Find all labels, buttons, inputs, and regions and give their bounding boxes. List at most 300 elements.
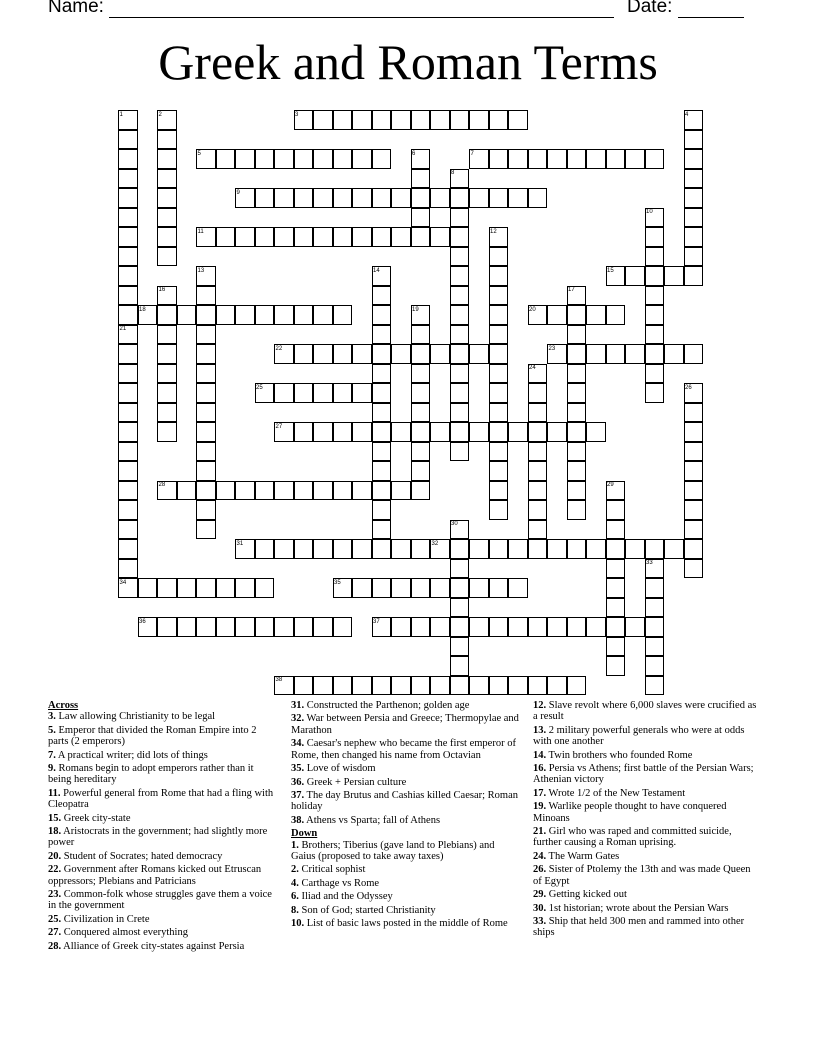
grid-cell[interactable] xyxy=(430,188,450,208)
grid-cell[interactable] xyxy=(391,676,411,696)
grid-cell[interactable] xyxy=(606,149,626,169)
grid-cell[interactable] xyxy=(567,422,587,442)
grid-cell[interactable] xyxy=(684,422,704,442)
grid-cell[interactable] xyxy=(196,422,216,442)
grid-cell[interactable] xyxy=(157,149,177,169)
grid-cell[interactable] xyxy=(196,325,216,345)
grid-cell[interactable] xyxy=(391,188,411,208)
grid-cell[interactable] xyxy=(489,461,509,481)
grid-cell[interactable] xyxy=(196,344,216,364)
grid-cell[interactable] xyxy=(333,539,353,559)
grid-cell[interactable] xyxy=(547,539,567,559)
grid-cell[interactable] xyxy=(567,149,587,169)
grid-cell[interactable] xyxy=(645,578,665,598)
grid-cell[interactable] xyxy=(489,325,509,345)
grid-cell[interactable] xyxy=(684,403,704,423)
grid-cell[interactable] xyxy=(684,442,704,462)
grid-cell[interactable] xyxy=(313,188,333,208)
grid-cell[interactable] xyxy=(606,598,626,618)
grid-cell[interactable] xyxy=(274,188,294,208)
grid-cell[interactable] xyxy=(196,442,216,462)
grid-cell[interactable] xyxy=(645,598,665,618)
grid-cell[interactable] xyxy=(547,149,567,169)
grid-cell[interactable] xyxy=(196,403,216,423)
grid-cell[interactable] xyxy=(118,247,138,267)
grid-cell[interactable] xyxy=(430,676,450,696)
grid-cell[interactable] xyxy=(157,344,177,364)
grid-cell[interactable] xyxy=(313,481,333,501)
grid-cell[interactable] xyxy=(274,539,294,559)
grid-cell[interactable] xyxy=(645,286,665,306)
grid-cell[interactable] xyxy=(489,403,509,423)
grid-cell[interactable] xyxy=(216,617,236,637)
grid-cell[interactable] xyxy=(235,227,255,247)
grid-cell[interactable] xyxy=(118,149,138,169)
grid-cell[interactable] xyxy=(606,305,626,325)
grid-cell[interactable] xyxy=(567,344,587,364)
grid-cell[interactable] xyxy=(606,500,626,520)
grid-cell[interactable] xyxy=(411,442,431,462)
grid-cell[interactable] xyxy=(684,169,704,189)
grid-cell[interactable] xyxy=(430,110,450,130)
grid-cell[interactable] xyxy=(411,578,431,598)
grid-cell[interactable] xyxy=(567,364,587,384)
grid-cell[interactable] xyxy=(255,617,275,637)
grid-cell[interactable] xyxy=(606,578,626,598)
grid-cell[interactable] xyxy=(684,559,704,579)
grid-cell[interactable] xyxy=(547,617,567,637)
grid-cell[interactable] xyxy=(645,344,665,364)
grid-cell[interactable] xyxy=(372,578,392,598)
grid-cell[interactable] xyxy=(567,403,587,423)
grid-cell[interactable] xyxy=(645,305,665,325)
grid-cell[interactable] xyxy=(528,422,548,442)
grid-cell[interactable] xyxy=(177,481,197,501)
grid-cell[interactable] xyxy=(157,208,177,228)
grid-cell[interactable] xyxy=(450,208,470,228)
grid-cell[interactable] xyxy=(118,344,138,364)
grid-cell[interactable] xyxy=(196,500,216,520)
grid-cell[interactable] xyxy=(391,578,411,598)
grid-cell[interactable] xyxy=(411,383,431,403)
grid-cell[interactable] xyxy=(645,266,665,286)
grid-cell[interactable] xyxy=(235,617,255,637)
grid-cell[interactable] xyxy=(313,227,333,247)
grid-cell[interactable] xyxy=(196,305,216,325)
grid-cell[interactable] xyxy=(372,403,392,423)
grid-cell[interactable] xyxy=(450,676,470,696)
grid-cell[interactable] xyxy=(684,266,704,286)
grid-cell[interactable] xyxy=(567,539,587,559)
grid-cell[interactable] xyxy=(157,364,177,384)
grid-cell[interactable] xyxy=(118,266,138,286)
grid-cell[interactable] xyxy=(411,227,431,247)
grid-cell[interactable] xyxy=(118,286,138,306)
grid-cell[interactable] xyxy=(372,539,392,559)
grid-cell[interactable] xyxy=(372,500,392,520)
grid-cell[interactable] xyxy=(196,461,216,481)
grid-cell[interactable] xyxy=(567,676,587,696)
grid-cell[interactable] xyxy=(567,325,587,345)
grid-cell[interactable] xyxy=(157,617,177,637)
grid-cell[interactable] xyxy=(508,149,528,169)
grid-cell[interactable] xyxy=(157,325,177,345)
grid-cell[interactable] xyxy=(664,266,684,286)
grid-cell[interactable] xyxy=(157,578,177,598)
grid-cell[interactable] xyxy=(333,110,353,130)
grid-cell[interactable] xyxy=(450,305,470,325)
grid-cell[interactable] xyxy=(645,149,665,169)
grid-cell[interactable] xyxy=(274,481,294,501)
grid-cell[interactable] xyxy=(352,188,372,208)
grid-cell[interactable] xyxy=(333,383,353,403)
grid-cell[interactable] xyxy=(391,617,411,637)
grid-cell[interactable] xyxy=(625,539,645,559)
grid-cell[interactable] xyxy=(684,130,704,150)
grid-cell[interactable] xyxy=(352,344,372,364)
grid-cell[interactable] xyxy=(450,598,470,618)
grid-cell[interactable] xyxy=(469,578,489,598)
grid-cell[interactable] xyxy=(645,383,665,403)
grid-cell[interactable] xyxy=(411,325,431,345)
grid-cell[interactable] xyxy=(411,617,431,637)
grid-cell[interactable] xyxy=(294,617,314,637)
grid-cell[interactable] xyxy=(333,422,353,442)
grid-cell[interactable] xyxy=(216,305,236,325)
grid-cell[interactable] xyxy=(606,617,626,637)
grid-cell[interactable] xyxy=(118,461,138,481)
grid-cell[interactable] xyxy=(391,539,411,559)
grid-cell[interactable] xyxy=(157,305,177,325)
grid-cell[interactable] xyxy=(469,676,489,696)
grid-cell[interactable] xyxy=(489,110,509,130)
grid-cell[interactable] xyxy=(274,305,294,325)
grid-cell[interactable] xyxy=(528,500,548,520)
grid-cell[interactable] xyxy=(489,286,509,306)
grid-cell[interactable] xyxy=(450,266,470,286)
grid-cell[interactable] xyxy=(450,188,470,208)
grid-cell[interactable] xyxy=(118,539,138,559)
grid-cell[interactable] xyxy=(508,578,528,598)
grid-cell[interactable] xyxy=(645,617,665,637)
grid-cell[interactable] xyxy=(216,149,236,169)
grid-cell[interactable] xyxy=(684,500,704,520)
grid-cell[interactable] xyxy=(684,247,704,267)
grid-cell[interactable] xyxy=(235,149,255,169)
grid-cell[interactable] xyxy=(625,149,645,169)
grid-cell[interactable] xyxy=(567,442,587,462)
grid-cell[interactable] xyxy=(469,422,489,442)
grid-cell[interactable] xyxy=(372,325,392,345)
grid-cell[interactable] xyxy=(333,676,353,696)
grid-cell[interactable] xyxy=(352,227,372,247)
grid-cell[interactable] xyxy=(489,188,509,208)
grid-cell[interactable] xyxy=(157,130,177,150)
grid-cell[interactable] xyxy=(411,344,431,364)
grid-cell[interactable] xyxy=(391,110,411,130)
grid-cell[interactable] xyxy=(684,520,704,540)
grid-cell[interactable] xyxy=(313,305,333,325)
grid-cell[interactable] xyxy=(294,344,314,364)
grid-cell[interactable] xyxy=(372,149,392,169)
grid-cell[interactable] xyxy=(255,578,275,598)
grid-cell[interactable] xyxy=(352,110,372,130)
grid-cell[interactable] xyxy=(352,676,372,696)
grid-cell[interactable] xyxy=(489,344,509,364)
grid-cell[interactable] xyxy=(118,422,138,442)
grid-cell[interactable] xyxy=(352,383,372,403)
grid-cell[interactable] xyxy=(586,617,606,637)
grid-cell[interactable] xyxy=(118,403,138,423)
grid-cell[interactable] xyxy=(606,637,626,657)
grid-cell[interactable] xyxy=(528,383,548,403)
grid-cell[interactable] xyxy=(450,364,470,384)
grid-cell[interactable] xyxy=(625,266,645,286)
grid-cell[interactable] xyxy=(411,110,431,130)
grid-cell[interactable] xyxy=(567,461,587,481)
grid-cell[interactable] xyxy=(508,188,528,208)
grid-cell[interactable] xyxy=(411,481,431,501)
grid-cell[interactable] xyxy=(313,676,333,696)
grid-cell[interactable] xyxy=(430,344,450,364)
grid-cell[interactable] xyxy=(157,422,177,442)
grid-cell[interactable] xyxy=(606,539,626,559)
grid-cell[interactable] xyxy=(547,422,567,442)
grid-cell[interactable] xyxy=(333,149,353,169)
grid-cell[interactable] xyxy=(684,208,704,228)
grid-cell[interactable] xyxy=(508,539,528,559)
grid-cell[interactable] xyxy=(645,656,665,676)
grid-cell[interactable] xyxy=(177,578,197,598)
grid-cell[interactable] xyxy=(508,422,528,442)
grid-cell[interactable] xyxy=(294,149,314,169)
grid-cell[interactable] xyxy=(528,520,548,540)
grid-cell[interactable] xyxy=(664,539,684,559)
grid-cell[interactable] xyxy=(294,422,314,442)
grid-cell[interactable] xyxy=(684,227,704,247)
grid-cell[interactable] xyxy=(196,481,216,501)
grid-cell[interactable] xyxy=(625,344,645,364)
grid-cell[interactable] xyxy=(469,110,489,130)
grid-cell[interactable] xyxy=(606,656,626,676)
grid-cell[interactable] xyxy=(352,578,372,598)
grid-cell[interactable] xyxy=(586,149,606,169)
grid-cell[interactable] xyxy=(157,403,177,423)
grid-cell[interactable] xyxy=(294,383,314,403)
grid-cell[interactable] xyxy=(372,110,392,130)
grid-cell[interactable] xyxy=(255,539,275,559)
grid-cell[interactable] xyxy=(333,617,353,637)
grid-cell[interactable] xyxy=(157,247,177,267)
grid-cell[interactable] xyxy=(489,266,509,286)
grid-cell[interactable] xyxy=(313,149,333,169)
grid-cell[interactable] xyxy=(450,422,470,442)
grid-cell[interactable] xyxy=(450,227,470,247)
grid-cell[interactable] xyxy=(450,344,470,364)
grid-cell[interactable] xyxy=(489,305,509,325)
grid-cell[interactable] xyxy=(684,481,704,501)
grid-cell[interactable] xyxy=(411,364,431,384)
grid-cell[interactable] xyxy=(645,637,665,657)
grid-cell[interactable] xyxy=(352,481,372,501)
grid-cell[interactable] xyxy=(430,227,450,247)
grid-cell[interactable] xyxy=(196,286,216,306)
grid-cell[interactable] xyxy=(586,539,606,559)
grid-cell[interactable] xyxy=(255,188,275,208)
grid-cell[interactable] xyxy=(645,676,665,696)
grid-cell[interactable] xyxy=(372,188,392,208)
grid-cell[interactable] xyxy=(274,383,294,403)
grid-cell[interactable] xyxy=(216,578,236,598)
grid-cell[interactable] xyxy=(118,559,138,579)
grid-cell[interactable] xyxy=(411,169,431,189)
grid-cell[interactable] xyxy=(430,422,450,442)
grid-cell[interactable] xyxy=(469,344,489,364)
grid-cell[interactable] xyxy=(567,305,587,325)
grid-cell[interactable] xyxy=(528,617,548,637)
grid-cell[interactable] xyxy=(255,149,275,169)
grid-cell[interactable] xyxy=(489,364,509,384)
grid-cell[interactable] xyxy=(489,676,509,696)
grid-cell[interactable] xyxy=(684,188,704,208)
grid-cell[interactable] xyxy=(450,539,470,559)
grid-cell[interactable] xyxy=(489,617,509,637)
grid-cell[interactable] xyxy=(294,676,314,696)
grid-cell[interactable] xyxy=(528,149,548,169)
grid-cell[interactable] xyxy=(547,305,567,325)
grid-cell[interactable] xyxy=(684,461,704,481)
grid-cell[interactable] xyxy=(625,617,645,637)
grid-cell[interactable] xyxy=(586,344,606,364)
grid-cell[interactable] xyxy=(157,188,177,208)
grid-cell[interactable] xyxy=(372,305,392,325)
grid-cell[interactable] xyxy=(411,403,431,423)
grid-cell[interactable] xyxy=(372,227,392,247)
grid-cell[interactable] xyxy=(333,344,353,364)
grid-cell[interactable] xyxy=(118,500,138,520)
grid-cell[interactable] xyxy=(508,110,528,130)
grid-cell[interactable] xyxy=(235,578,255,598)
grid-cell[interactable] xyxy=(118,442,138,462)
grid-cell[interactable] xyxy=(372,364,392,384)
grid-cell[interactable] xyxy=(489,578,509,598)
grid-cell[interactable] xyxy=(196,520,216,540)
grid-cell[interactable] xyxy=(118,481,138,501)
grid-cell[interactable] xyxy=(372,442,392,462)
grid-cell[interactable] xyxy=(313,422,333,442)
grid-cell[interactable] xyxy=(352,149,372,169)
grid-cell[interactable] xyxy=(586,305,606,325)
grid-cell[interactable] xyxy=(528,676,548,696)
grid-cell[interactable] xyxy=(196,578,216,598)
grid-cell[interactable] xyxy=(255,481,275,501)
grid-cell[interactable] xyxy=(411,208,431,228)
grid-cell[interactable] xyxy=(138,578,158,598)
grid-cell[interactable] xyxy=(372,286,392,306)
grid-cell[interactable] xyxy=(196,383,216,403)
grid-cell[interactable] xyxy=(567,383,587,403)
grid-cell[interactable] xyxy=(352,422,372,442)
grid-cell[interactable] xyxy=(528,481,548,501)
grid-cell[interactable] xyxy=(411,676,431,696)
grid-cell[interactable] xyxy=(333,481,353,501)
grid-cell[interactable] xyxy=(430,578,450,598)
grid-cell[interactable] xyxy=(411,539,431,559)
grid-cell[interactable] xyxy=(606,559,626,579)
grid-cell[interactable] xyxy=(118,383,138,403)
grid-cell[interactable] xyxy=(313,617,333,637)
grid-cell[interactable] xyxy=(294,305,314,325)
grid-cell[interactable] xyxy=(684,344,704,364)
grid-cell[interactable] xyxy=(313,539,333,559)
grid-cell[interactable] xyxy=(372,520,392,540)
grid-cell[interactable] xyxy=(177,617,197,637)
grid-cell[interactable] xyxy=(372,481,392,501)
grid-cell[interactable] xyxy=(157,227,177,247)
grid-cell[interactable] xyxy=(294,539,314,559)
grid-cell[interactable] xyxy=(118,169,138,189)
grid-cell[interactable] xyxy=(235,481,255,501)
grid-cell[interactable] xyxy=(391,422,411,442)
grid-cell[interactable] xyxy=(372,383,392,403)
grid-cell[interactable] xyxy=(294,227,314,247)
grid-cell[interactable] xyxy=(450,578,470,598)
grid-cell[interactable] xyxy=(157,383,177,403)
grid-cell[interactable] xyxy=(274,617,294,637)
grid-cell[interactable] xyxy=(606,520,626,540)
grid-cell[interactable] xyxy=(118,188,138,208)
grid-cell[interactable] xyxy=(333,188,353,208)
grid-cell[interactable] xyxy=(333,227,353,247)
grid-cell[interactable] xyxy=(157,169,177,189)
grid-cell[interactable] xyxy=(606,344,626,364)
grid-cell[interactable] xyxy=(333,305,353,325)
grid-cell[interactable] xyxy=(118,520,138,540)
grid-cell[interactable] xyxy=(430,617,450,637)
grid-cell[interactable] xyxy=(372,461,392,481)
grid-cell[interactable] xyxy=(567,481,587,501)
grid-cell[interactable] xyxy=(216,227,236,247)
grid-cell[interactable] xyxy=(450,637,470,657)
grid-cell[interactable] xyxy=(118,130,138,150)
grid-cell[interactable] xyxy=(469,617,489,637)
grid-cell[interactable] xyxy=(489,500,509,520)
grid-cell[interactable] xyxy=(313,110,333,130)
grid-cell[interactable] xyxy=(489,383,509,403)
grid-cell[interactable] xyxy=(411,188,431,208)
grid-cell[interactable] xyxy=(489,422,509,442)
grid-cell[interactable] xyxy=(469,188,489,208)
grid-cell[interactable] xyxy=(684,539,704,559)
grid-cell[interactable] xyxy=(450,110,470,130)
grid-cell[interactable] xyxy=(450,383,470,403)
grid-cell[interactable] xyxy=(450,286,470,306)
grid-cell[interactable] xyxy=(177,305,197,325)
grid-cell[interactable] xyxy=(313,383,333,403)
grid-cell[interactable] xyxy=(567,617,587,637)
grid-cell[interactable] xyxy=(352,539,372,559)
grid-cell[interactable] xyxy=(508,676,528,696)
grid-cell[interactable] xyxy=(118,208,138,228)
grid-cell[interactable] xyxy=(450,403,470,423)
grid-cell[interactable] xyxy=(528,539,548,559)
grid-cell[interactable] xyxy=(235,305,255,325)
grid-cell[interactable] xyxy=(450,656,470,676)
grid-cell[interactable] xyxy=(391,481,411,501)
grid-cell[interactable] xyxy=(255,227,275,247)
grid-cell[interactable] xyxy=(411,461,431,481)
grid-cell[interactable] xyxy=(313,344,333,364)
